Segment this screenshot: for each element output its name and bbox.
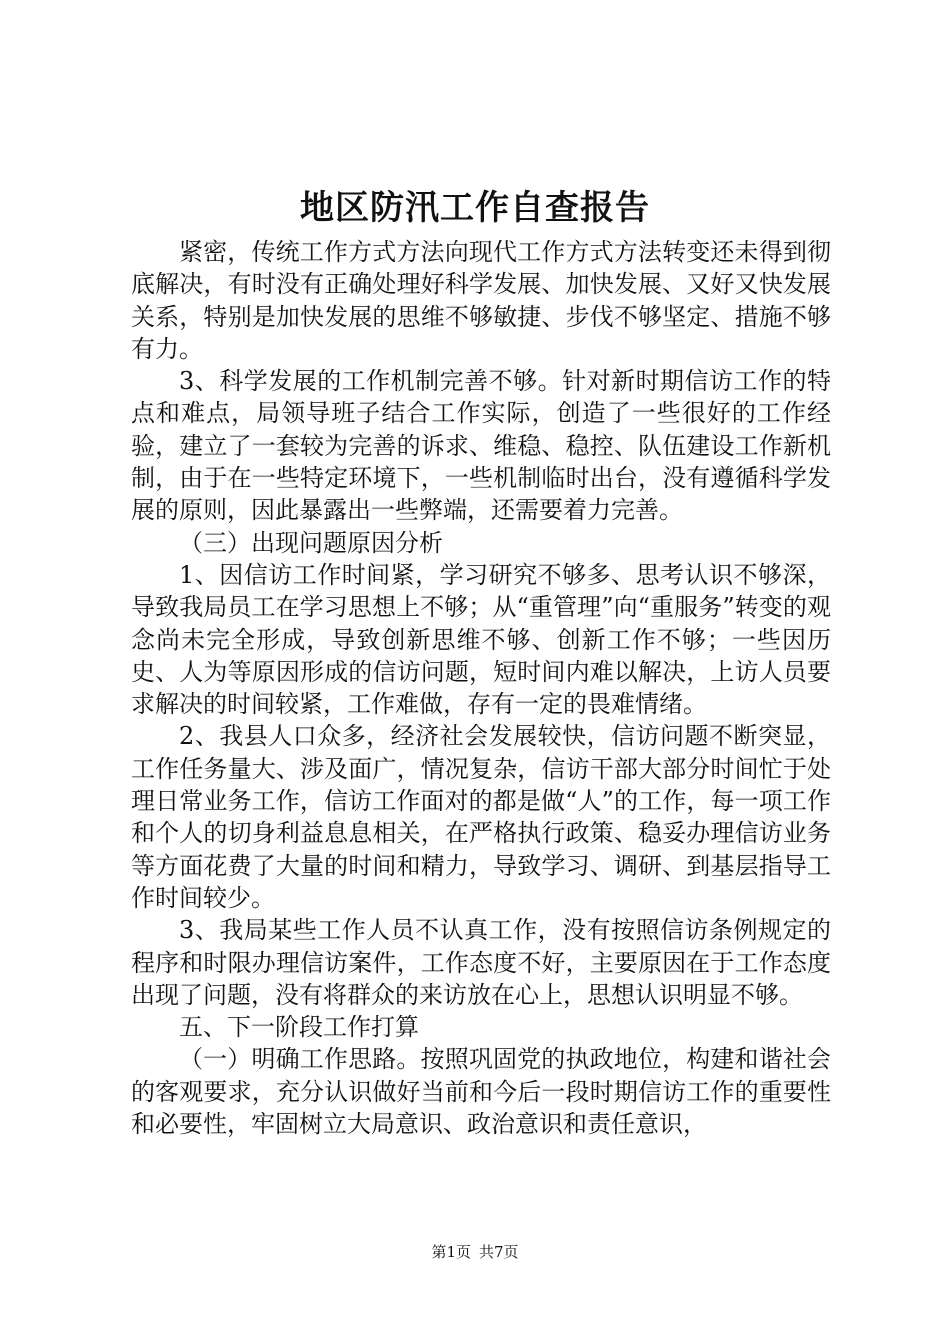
page-number-current: 第1页 <box>431 1243 471 1261</box>
section-heading-cause-analysis: （三）出现问题原因分析 <box>179 528 443 557</box>
paragraph-3: 1、因信访工作时间紧，学习研究不够多、思考认识不够深，导致我局员工在学习思想上不够；从“重管理”向“重服务”转变的观念尚未完全形成，导致创新思维不够、创新工作不够；一些因历史、人为等原因形成的信访问题，短时间内难以解决，上访人员要求解决的时间较紧，工作难做，存有一定的畏难情绪。 <box>131 560 831 719</box>
paragraph-4: 2、我县人口众多，经济社会发展较快，信访问题不断突显，工作任务量大、涉及面广，情况复杂，信访干部大部分时间忙于处理日常业务工作，信访工作面对的都是做“人”的工作，每一项工作和个人的切身利益息息相关，在严格执行政策、稳妥办理信访业务等方面花费了大量的时间和精力，导致学习、调研、到基层指导工作时间较少。 <box>131 722 831 912</box>
page-footer <box>0 1242 950 1262</box>
paragraph-6: （一）明确工作思路。按照巩固党的执政地位，构建和谐社会的客观要求，充分认识做好当前和今后一段时期信访工作的重要性和必要性，牢固树立大局意识、政治意识和责任意识， <box>131 1045 831 1139</box>
document-body <box>131 236 831 1140</box>
document-title: 地区防汛工作自查报告 <box>300 188 650 228</box>
paragraph-1: 紧密，传统工作方式方法向现代工作方式方法转变还未得到彻底解决，有时没有正确处理好科学发展、加快发展、又好又快发展关系，特别是加快发展的思维不够敏捷、步伐不够坚定、措施不够有力。 <box>131 238 831 363</box>
paragraph-5: 3、我局某些工作人员不认真工作，没有按照信访条例规定的程序和时限办理信访案件，工作态度不好，主要原因在于工作态度出现了问题，没有将群众的来访放在心上，思想认识明显不够。 <box>131 916 831 1009</box>
paragraph-2: 3、科学发展的工作机制完善不够。针对新时期信访工作的特点和难点，局领导班子结合工作实际，创造了一些很好的工作经验，建立了一套较为完善的诉求、维稳、稳控、队伍建设工作新机制，由于在一些特定环境下，一些机制临时出台，没有遵循科学发展的原则，因此暴露出一些弊端，还需要着力完善。 <box>131 367 831 525</box>
section-heading-next-plan: 五、下一阶段工作打算 <box>179 1013 419 1042</box>
page-number-total: 共7页 <box>479 1243 519 1261</box>
